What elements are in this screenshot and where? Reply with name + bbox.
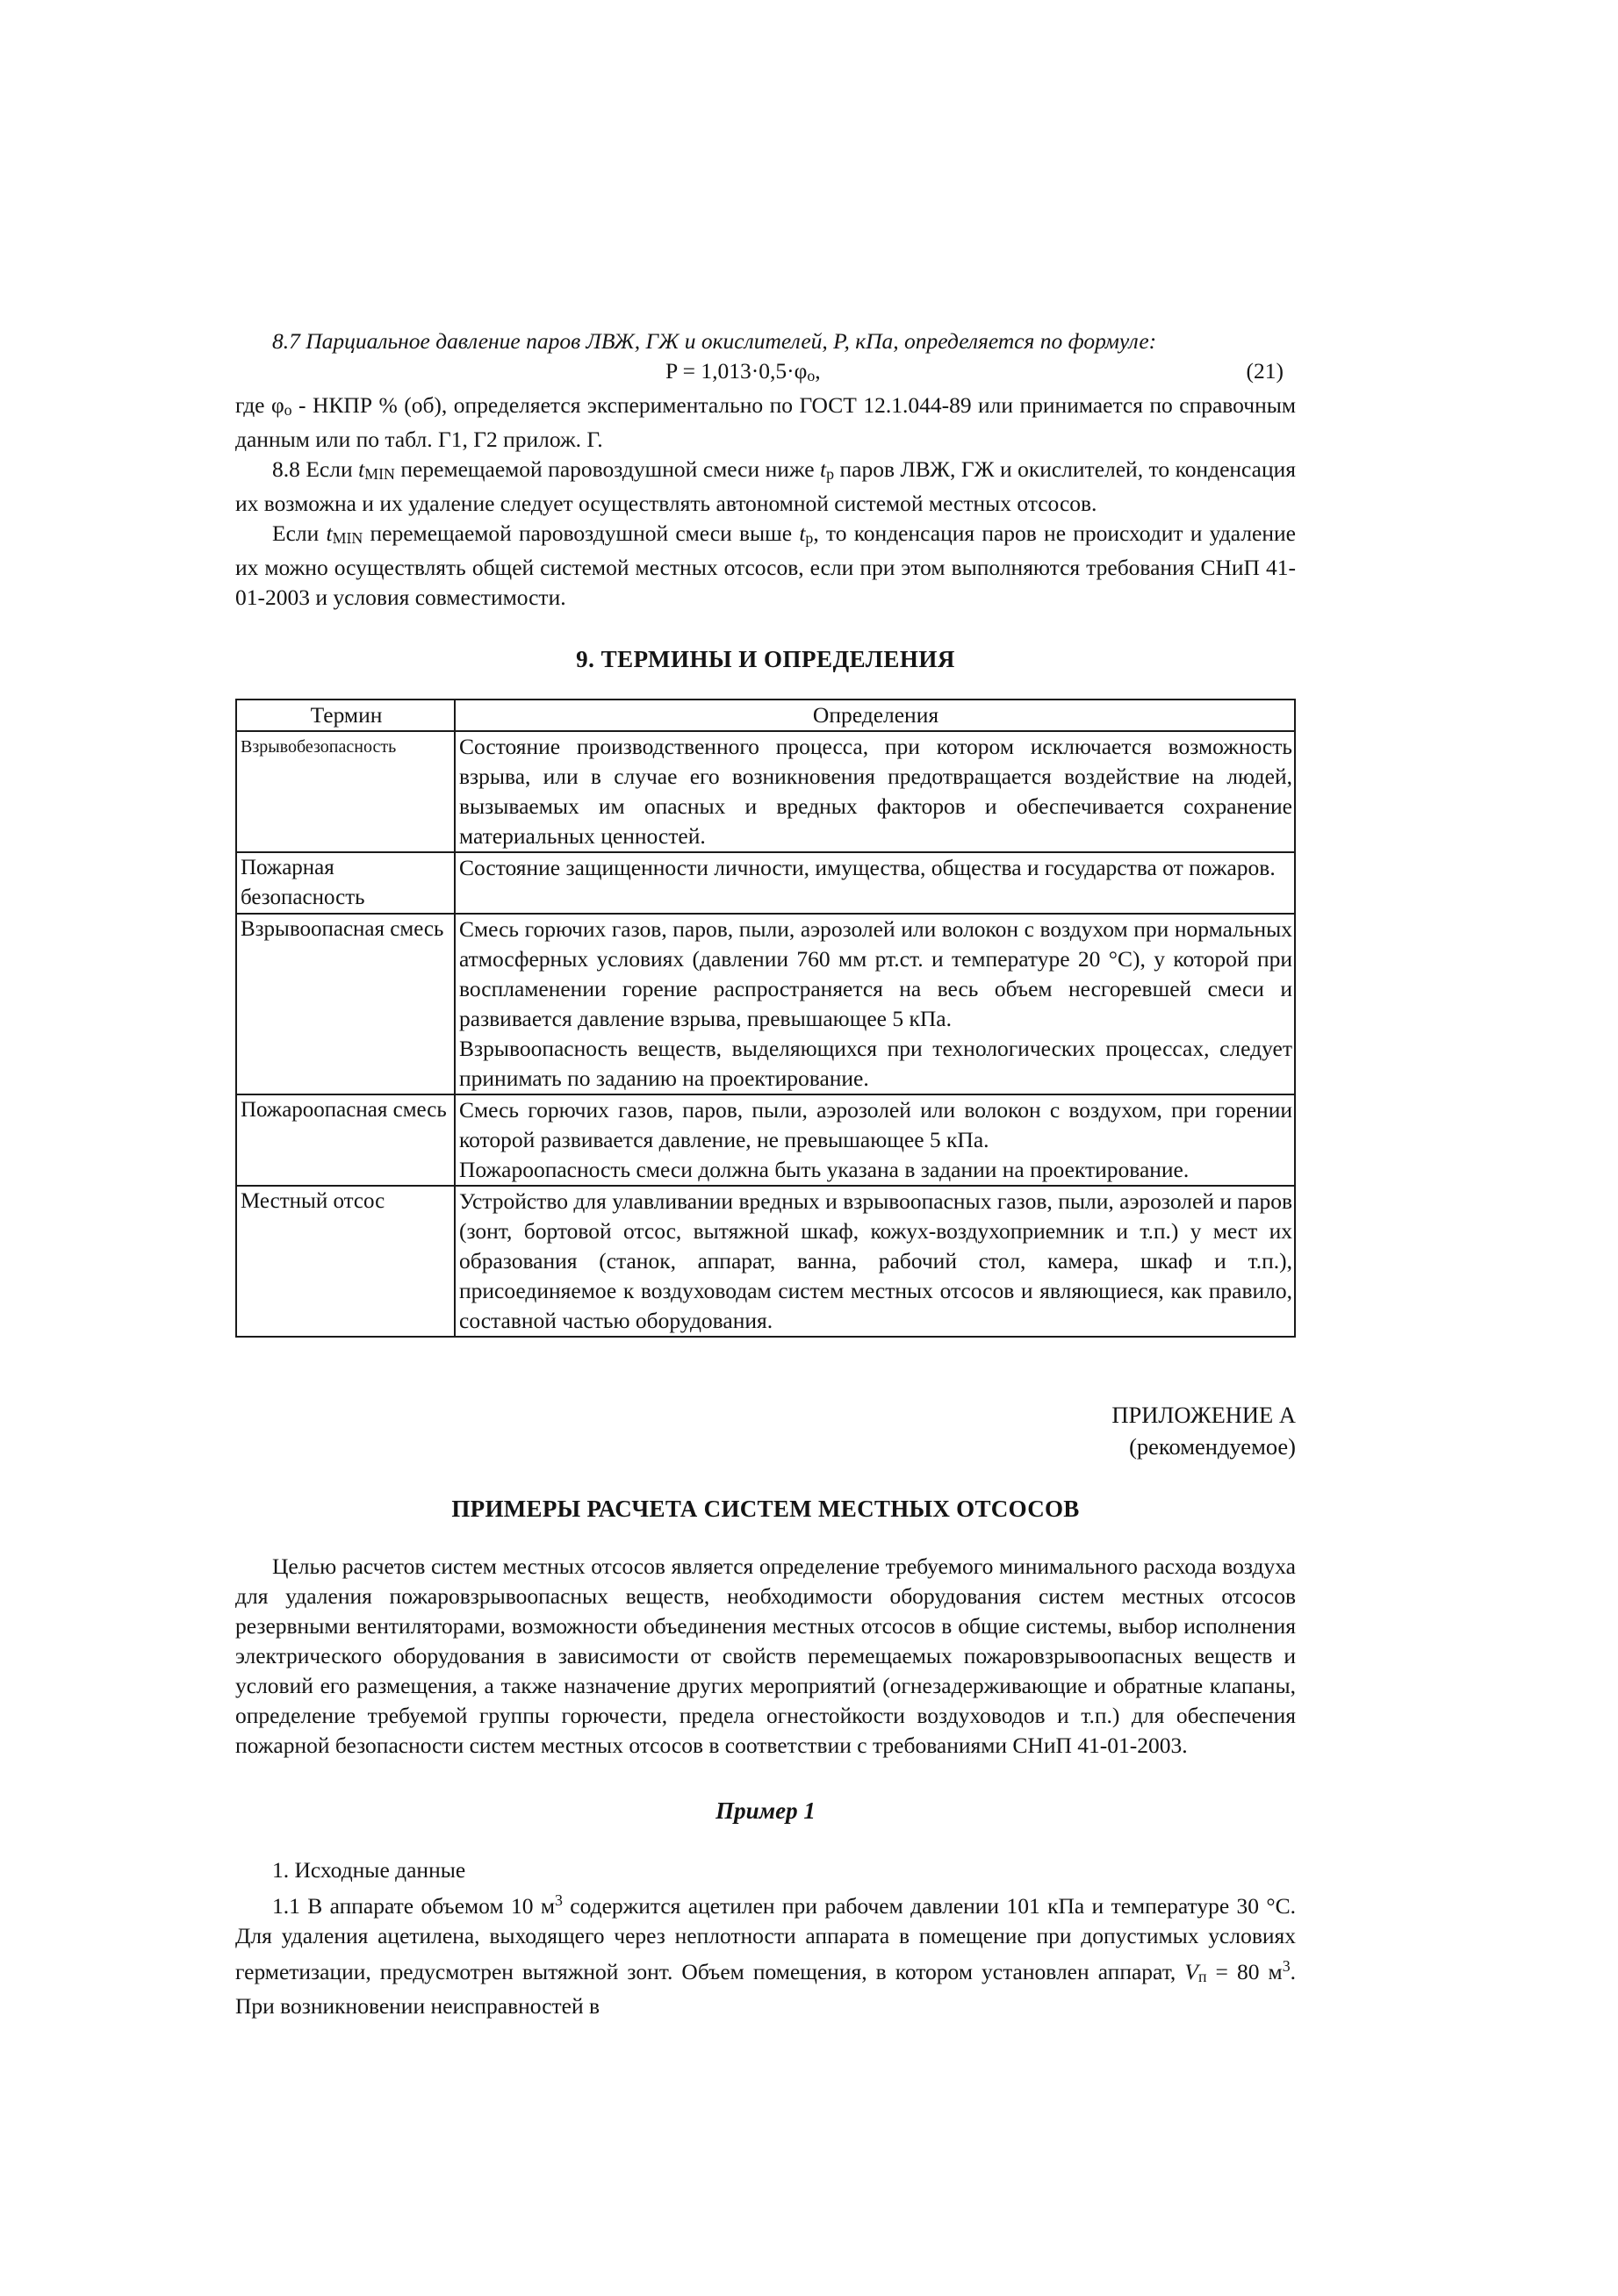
term-cell: Пожароопасная смесь bbox=[236, 1094, 455, 1186]
p88b-t: t bbox=[326, 520, 333, 546]
definition-cell bbox=[455, 1094, 1295, 1186]
item-11-text-b: содержится ацетилен при рабочем давлении 101 кПа и температуре 30 °С. Для удаления ацетилена, выходящего через неплотности аппарата в помещение при допустимых условиях герметизации, предусмотрен вытяжной зонт. Объем помещения, в котором установлен аппарат, bbox=[235, 1893, 1296, 1984]
section-9-title: 9. ТЕРМИНЫ И ОПРЕДЕЛЕНИЯ bbox=[576, 646, 955, 672]
p88-t: t bbox=[358, 456, 365, 482]
paragraph-8-7-rest: , кПа, определяется по формуле: bbox=[844, 328, 1157, 354]
formula-21 bbox=[235, 356, 1296, 391]
appendix-title: ПРИМЕРЫ РАСЧЕТА СИСТЕМ МЕСТНЫХ ОТСОСОВ bbox=[451, 1496, 1080, 1522]
table-row bbox=[236, 1094, 1295, 1186]
p88b-tp: t bbox=[799, 520, 806, 546]
definition-text: Состояние защищенности личности, имущества, общества и государства от пожаров. bbox=[459, 855, 1276, 880]
paragraph-8-8 bbox=[235, 455, 1296, 519]
formula-number: (21) bbox=[1246, 358, 1284, 384]
table-row bbox=[236, 914, 1295, 1094]
table-row bbox=[236, 731, 1295, 852]
p88b-text-c: , то конденсация паров не происходит и удаление их можно осуществлять общей системой местных отсосов, если при этом выполняются требования СНиП 41-01-2003 и условия совместимости. bbox=[235, 520, 1296, 610]
definition-cell bbox=[455, 914, 1295, 1094]
p88-tp-sub: p bbox=[826, 465, 835, 483]
formula-text: P = 1,013·0,5·φ bbox=[665, 358, 808, 384]
where-subscript: o bbox=[284, 401, 292, 419]
table-row bbox=[236, 1186, 1295, 1337]
appendix-label: ПРИЛОЖЕНИЕ А bbox=[1111, 1402, 1296, 1428]
term-cell: Местный отсос bbox=[236, 1186, 455, 1337]
definition-cell bbox=[455, 731, 1295, 852]
definition-note: Взрывоопасность веществ, выделяющихся при технологических процессах, следует принимать по заданию на проектирование. bbox=[459, 1036, 1292, 1091]
item-1-initial-data: 1. Исходные данные bbox=[272, 1857, 466, 1883]
definition-text: Устройство для улавливании вредных и взрывоопасных газов, пыли, аэрозолей и паров (зонт, бортовой отсос, вытяжной шкаф, кожух-воздухоприемник и т.п.) у мест их образования (станок, аппарат, ванна, рабочий стол, камера, шкаф и т.п.), присоединяемое к воздуховодам систем местных отсосов и являющиеся, как правило, составной частью оборудования. bbox=[459, 1188, 1292, 1333]
p88-text-b: перемещаемой паровоздушной смеси ниже bbox=[394, 456, 820, 482]
terms-table-header bbox=[236, 700, 1295, 731]
definition-cell bbox=[455, 1186, 1295, 1337]
item-11-text-d: . При возникновении неисправностей в bbox=[235, 1959, 1296, 2019]
formula-tail: , bbox=[815, 358, 821, 384]
definition-note: Пожароопасность смеси должна быть указана в задании на проектирование. bbox=[459, 1157, 1190, 1182]
item-11-v: V bbox=[1184, 1959, 1198, 1984]
item-11-sup-1: 3 bbox=[554, 1891, 563, 1909]
definition-text: Состояние производственного процесса, при котором исключается возможность взрыва, или в случае его возникновения предотвращается воздействие на людей, вызываемых им опасных и вредных факторов и обеспечивается сохранение материальных ценностей. bbox=[459, 734, 1292, 849]
where-text-2: - НКПР % (об), определяется экспериментально по ГОСТ 12.1.044-89 или принимается по справочным данным или по табл. Г1, Г2 прилож. Г. bbox=[235, 392, 1296, 452]
page-content bbox=[235, 326, 1296, 2021]
formula-expression bbox=[665, 356, 821, 391]
term-cell: Взрывобезопасность bbox=[236, 731, 455, 852]
variable-p: P bbox=[833, 328, 845, 354]
where-text-1: где φ bbox=[235, 392, 284, 418]
appendix-status: (рекомендуемое) bbox=[1129, 1433, 1296, 1460]
p88b-t-sub: MIN bbox=[332, 529, 363, 547]
formula-subscript: o bbox=[807, 367, 816, 384]
appendix-intro: Целью расчетов систем местных отсосов является определение требуемого минимального расхода воздуха для удаления пожаровзрывоопасных веществ, необходимости оборудования систем местных отсосов резервными вентиляторами, возможности объединения местных отсосов в общие системы, выбор исполнения электрического оборудования в зависимости от свойств перемещаемых пожаровзрывоопасных веществ и условий его размещения, а также назначение других мероприятий (огнезадерживающие и обратные клапаны, определение требуемой группы горючести, предела огнестойкости воздуховодов и т.п.) для обеспечения пожарной безопасности систем местных отсосов в соответствии с требованиями СНиП 41-01-2003. bbox=[235, 1553, 1296, 1758]
definition-text: Смесь горючих газов, паров, пыли, аэрозолей или волокон с воздухом, при горении которой развивается давление, не превышающее 5 кПа. bbox=[459, 1097, 1292, 1152]
term-cell: Взрывоопасная смесь bbox=[236, 914, 455, 1094]
p88b-tp-sub: p bbox=[805, 529, 814, 547]
paragraph-8-8-b bbox=[235, 519, 1296, 613]
column-header-definition: Определения bbox=[455, 700, 1295, 731]
example-title: Пример 1 bbox=[716, 1797, 816, 1824]
p88-tp: t bbox=[820, 456, 827, 482]
p88b-text-a: Если bbox=[272, 520, 327, 546]
item-1-1 bbox=[235, 1885, 1296, 2021]
item-11-text-a: 1.1 В аппарате объемом 10 м bbox=[272, 1893, 555, 1919]
definition-text: Смесь горючих газов, паров, пыли, аэрозолей или волокон с воздухом при нормальных атмосферных условиях (давлении 760 мм рт.ст. и температуре 20 °С), у которой при воспламенении горение распространяется на весь объем несгоревшей смеси и развивается давление взрыва, превышающее 5 кПа. bbox=[459, 916, 1292, 1031]
paragraph-8-7-where bbox=[235, 391, 1296, 455]
p88-text-c: паров ЛВЖ, ГЖ и окислителей, то конденсация их возможна и их удаление следует осуществлять автономной системой местных отсосов. bbox=[235, 456, 1296, 516]
paragraph-8-7 bbox=[235, 326, 1296, 356]
item-11-v-sub: п bbox=[1197, 1968, 1207, 1985]
table-row bbox=[236, 852, 1295, 914]
terms-table bbox=[235, 699, 1296, 1338]
term-cell: Пожарная безопасность bbox=[236, 852, 455, 914]
item-11-text-c: = 80 м bbox=[1206, 1959, 1283, 1984]
p88b-text-b: перемещаемой паровоздушной смеси выше bbox=[363, 520, 800, 546]
paragraph-8-7-intro: 8.7 Парциальное давление паров ЛВЖ, ГЖ и окислителей, bbox=[272, 328, 834, 354]
p88-t-sub: MIN bbox=[364, 465, 395, 483]
item-11-sup-2: 3 bbox=[1282, 1957, 1291, 1975]
definition-cell bbox=[455, 852, 1295, 914]
column-header-term: Термин bbox=[236, 700, 455, 731]
p88-text-a: 8.8 Если bbox=[272, 456, 359, 482]
